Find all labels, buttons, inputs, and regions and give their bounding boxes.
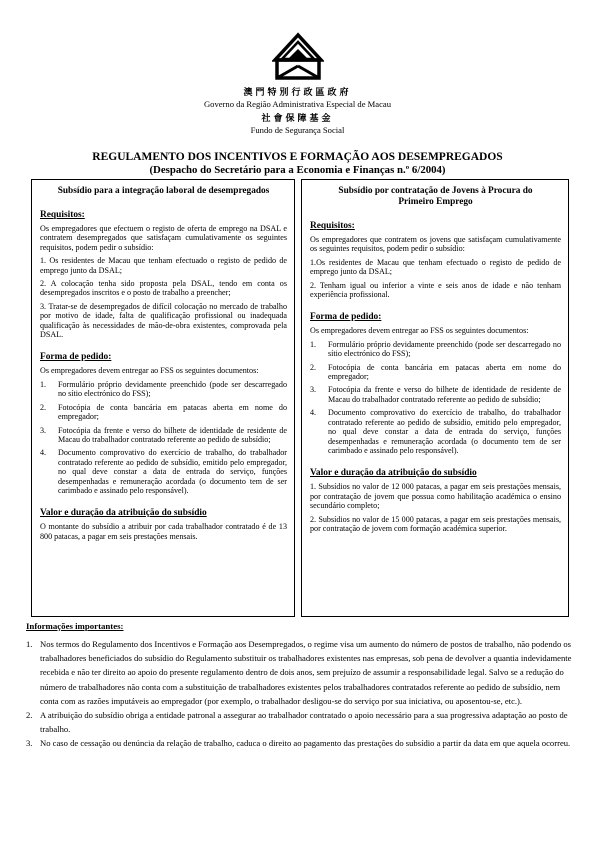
document-title: REGULAMENTO DOS INCENTIVOS E FORMAÇÃO AOS DESEMPREGADOS — [92, 151, 503, 163]
list-item: 3. No caso de cessação ou denúncia da relação de trabalho, caduca o direito ao pagamento das prestações do subsídio a partir da data em que aquela ocorreu. — [26, 738, 571, 749]
right-application-heading: Forma de pedido: — [310, 312, 382, 323]
right-value-heading: Valor e duração da atribuição do subsídio — [310, 468, 477, 479]
list-item: 2. Fotocópia de conta bancária em patacas aberta em nome do empregador; — [310, 362, 561, 382]
left-column-title: Subsídio para a integração laboral de desempregados — [57, 186, 270, 196]
document-header — [0, 32, 595, 136]
left-documents-list — [40, 380, 287, 495]
list-item: 1. Formulário próprio devidamente preenchido (pode ser descarregado no sítio electrónico do FSS); — [40, 379, 287, 399]
important-notes-list — [26, 637, 574, 751]
left-requirement-item: 1. Os residentes de Macau que tenham efectuado o registo de pedido de emprego junto da DSAL; — [40, 256, 287, 275]
fund-name-chinese: 社會保障基金 — [261, 114, 334, 124]
left-requirement-item: 3. Tratar-se de desempregados de difícil colocação no mercado de trabalho por motivo de idade, falta de qualificação profissional ou inadequada qualificação às necessidades de mão-de-obra existentes, comprovada pela DSAL. — [40, 301, 287, 340]
important-information-heading: Informações importantes: — [26, 621, 124, 631]
right-requirements-intro: Os empregadores que contratem os jovens que satisfaçam cumulativamente os seguintes requisitos, podem pedir o subsídio: — [310, 235, 561, 254]
right-value-item: 2. Subsídios no valor de 15 000 patacas, a pagar em seis prestações mensais, por contratação de jovem com formação académica superior. — [310, 514, 561, 533]
government-name-portuguese: Governo da Região Administrativa Especial de Macau — [203, 99, 392, 109]
left-application-heading: Forma de pedido: — [40, 352, 112, 363]
list-item: 2. A atribuição do subsídio obriga a entidade patronal a assegurar ao trabalhador contratado o apoio necessário para a sua progressiva adaptação ao posto de trabalho. — [26, 710, 568, 735]
right-application-intro: Os empregadores devem entregar ao FSS os seguintes documentos: — [310, 326, 529, 336]
left-value-text: O montante do subsídio a atribuir por cada trabalhador contratado é de 13 800 patacas, a pagar em seis prestações mensais. — [40, 522, 287, 541]
left-requirements-heading: Requisitos: — [40, 210, 85, 220]
right-documents-list — [310, 340, 561, 455]
fund-name-portuguese: Fundo de Segurança Social — [250, 125, 345, 135]
list-item: 4. Documento comprovativo do exercício de trabalho, do trabalhador contratado referente ao pedido de subsídio, emitido pelo empregador, no qual deve constar a data de entrada do serviço, funções desempenhadas e remuneração acordada (o documento tem de ser carimbado e assinado pelo responsável). — [40, 448, 287, 495]
right-requirement-item: 1.Os residentes de Macau que tenham efectuado o registo de pedido de emprego junto da DSAL; — [310, 257, 561, 277]
right-value-item: 1. Subsídios no valor de 12 000 patacas, a pagar em seis prestações mensais, por contratação de jovem que possua como habilitação académica o ensino secundário completo; — [310, 482, 561, 511]
right-requirement-item: 2. Tenham igual ou inferior a vinte e seis anos de idade e não tenham experiência profissional. — [310, 280, 561, 300]
left-application-intro: Os empregadores devem entregar ao FSS os seguintes documentos: — [40, 366, 259, 376]
left-requirement-item: 2. A colocação tenha sido proposta pela DSAL, tendo em conta os desempregados inscritos e o posto de trabalho a preencher; — [40, 279, 287, 298]
important-information — [26, 621, 574, 751]
right-requirements-heading: Requisitos: — [310, 221, 355, 231]
left-requirements-intro: Os empregadores que efectuem o registo de oferta de emprego na DSAL e contratem desempregados que satisfaçam cumulativamente os seguintes requisitos, podem pedir o subsídio: — [40, 224, 287, 252]
left-value-heading: Valor e duração da atribuição do subsídio — [40, 508, 207, 519]
document-title-block — [0, 151, 595, 177]
right-column-title: Subsídio por contratação de Jovens à Procura do Primeiro Emprego — [338, 186, 533, 207]
right-column-youth-subsidy — [301, 179, 569, 617]
list-item: 1. Nos termos do Regulamento dos Incentivos e Formação aos Desempregados, o regime visa um aumento do número de postos de trabalho, não podendo os trabalhadores beneficiados do subsídio do Regulamento substituir os trabalhadores existentes nas empresas, sob pena de devolver a quantia indevidamente recebida e não ter direito ao apoio do presente regulamento dentro de dois anos, sem prejuízo de assumir a responsabilidade legal. Salvo se a redução do número de trabalhadores não conta com a substituição de trabalhadores existentes pelos trabalhadores contratados referente ao pedido de subsídio, nem conta com as razões imputáveis ao empregador (por exemplo, o trabalhador desligou-se do serviço por sua iniciativa, ou aposentou-se, etc.). — [26, 639, 572, 706]
list-item: 3. Fotocópia da frente e verso do bilhete de identidade de residente de Macau do trabalhador contratado referente ao pedido de subsídio; — [310, 385, 561, 404]
list-item: 4. Documento comprovativo do exercício de trabalho, do trabalhador contratado referente ao pedido de subsídio, emitido pelo empregador, no qual deve constar a data de entrada do serviço, funções desempenhadas e remuneração acordada (o documento tem de ser carimbado e assinado pelo responsável). — [310, 408, 561, 455]
document-subtitle: (Despacho do Secretário para a Economia e Finanças n.º 6/2004) — [149, 164, 446, 176]
government-name-chinese: 澳門特別行政區政府 — [243, 88, 352, 98]
list-item: 3. Fotocópia da frente e verso do bilhete de identidade de residente de Macau do trabalhador contratado referente ao pedido de subsídio; — [40, 425, 287, 444]
list-item: 1. Formulário próprio devidamente preenchido (pode ser descarregado no sítio electrónico do FSS); — [310, 339, 561, 359]
list-item: 2. Fotocópia de conta bancária em patacas aberta em nome do empregador; — [40, 402, 287, 422]
left-column-integration-subsidy — [31, 179, 295, 617]
fss-house-logo-icon — [272, 32, 324, 84]
